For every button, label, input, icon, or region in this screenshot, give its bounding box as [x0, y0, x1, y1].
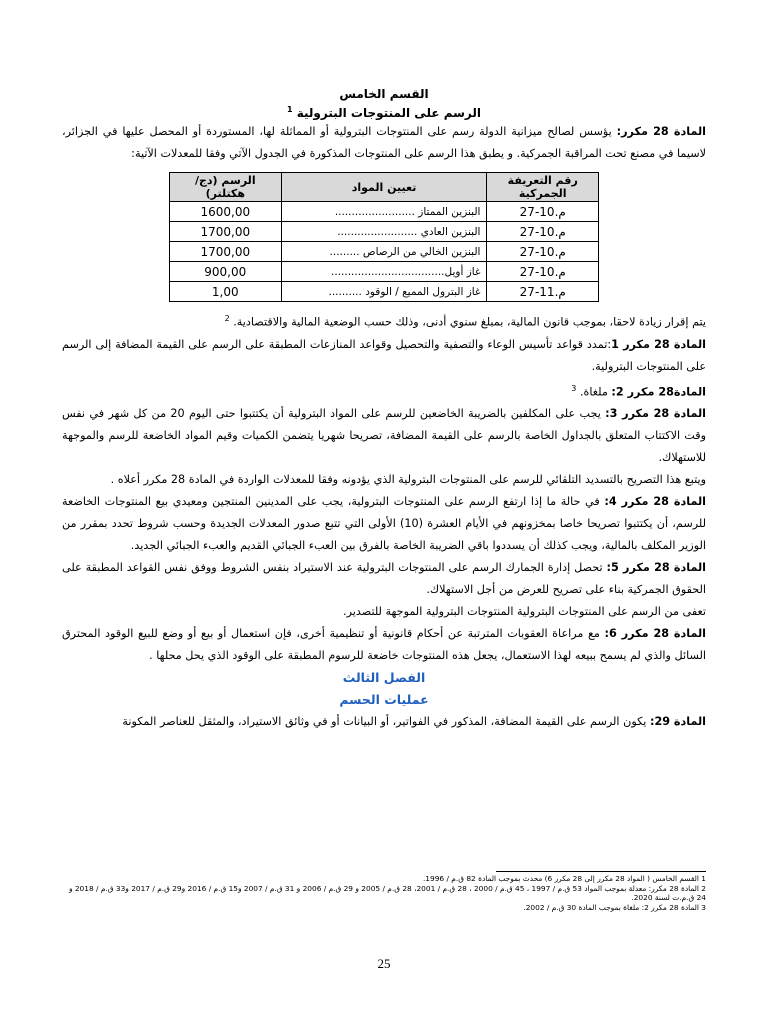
article-28bis5 — [62, 557, 706, 601]
product-name: غاز أويل.................................. — [281, 262, 487, 282]
article-text: في حالة ما إذا ارتفع الرسم على المنتوجات البترولية، يجب على المدينين المنتجين ومعيدي بيع المنتوجات الخاضعة للرسم، أن يكتتبوا تصريحا خاصا بمخزونهم في الأيام العشرة (10) الأولى التي تتبع صدور المعدلات الجديدة وحسب شروط تحدد بمقرر من الوزير المكلف بالمالية، ويجب كذلك أن يسددوا باقي الضريبة الخاصة بالفرق بين العبء الجبائي القديم والعبء الجبائي الجديد. — [62, 495, 706, 553]
article-heading: المادة28 مكرر 2: — [611, 385, 706, 399]
footnote-ref: 1 — [286, 105, 293, 114]
table-header-row — [170, 173, 599, 202]
article-28bis3-continuation: ويتبع هذا التصريح بالتسديد التلقائي للرسم على المنتوجات البترولية الذي يؤدونه وفقا للمعدلات الواردة في المادة 28 مكرر أعلاه . — [110, 473, 706, 487]
article-28bis1 — [62, 334, 706, 378]
article-heading: المادة 28 مكرر: — [616, 125, 706, 138]
table-row — [170, 282, 599, 302]
section-subtitle — [62, 102, 706, 121]
article-heading: المادة 28 مكرر 4: — [604, 495, 706, 509]
product-name: البنزين العادي ........................ — [281, 222, 487, 242]
note-text: يتم إقرار زيادة لاحقا، بموجب قانون المالية، بمبلغ سنوي أدنى، وذلك حسب الوضعية المالية والاقتصادية. — [233, 315, 706, 329]
article-text: يجب على المكلفين بالضريبة الخاضعين للرسم على المواد البترولية أن يكتتبوا حتى اليوم 20 من كل شهر في نفس وقت الاكتتاب المتعلق بالجداول الخاصة بالرسم على القيمة المضافة، تصريحا شهريا يتضمن الكميات وقيم المواد الخاضعة للرسم والموجهة للاستهلاك. — [62, 407, 706, 465]
article-text: يؤسس لصالح ميزانية الدولة رسم على المنتوجات البترولية أو المماثلة لها، المستوردة أو المحصل عليها في الجزائر، لاسيما في مصنع تحت المراقبة الجمركية. و يطبق هذا الرسم على المنتوجات المذكورة في الجدول الآتي وفقا للمعدلات الآتية: — [62, 125, 706, 160]
product-name: غاز البترول المميع / الوقود .......... — [281, 282, 487, 302]
article-text: تحصل إدارة الجمارك الرسم على المنتوجات البترولية عند الاستيراد بنفس الشروط ووفق نفس القواعد المطبقة على الحقوق الجمركية بناء على تصريح للعرض من أجل الاستهلاك. — [62, 561, 706, 597]
article-28bis3 — [62, 403, 706, 469]
article-28bis2 — [62, 378, 706, 404]
article-text: يكون الرسم على القيمة المضافة، المذكور في الفواتير، أو البيانات أو في وثائق الاستيراد، والمثقل للعناصر المكونة — [122, 715, 650, 729]
footnote-ref: 3 — [571, 383, 577, 393]
footnote: 2 المادة 28 مكرر: معدلة بموجب المواد 53 ق.م / 1997 ، 45 ق.م / 2000 ، 28 ق.م / 2001، 28 ق.م / 2005 و 29 ق.م / 2006 و 31 ق.م / 2007 و15 ق.م / 2016 و29 ق.م / 2017 و33 ق.م / 2018 و 24 ق.م.ت لسنة 2020. — [68, 883, 706, 902]
article-heading: المادة 28 مكرر 3: — [605, 407, 706, 421]
article-text: :تمدد قواعد تأسيس الوعاء والتصفية والتحصيل وقواعد المنازعات المطبقة على الرسم على القيمة المضافة إلى الرسم على المنتوجات البترولية. — [62, 337, 706, 373]
article-heading: المادة 28 مكرر 6: — [604, 627, 707, 641]
tax-rate: 1700,00 — [170, 242, 282, 262]
tariff-code: م.10-27 — [487, 222, 599, 242]
table-row — [170, 202, 599, 222]
product-name: البنزين الخالي من الرصاص ......... — [281, 242, 487, 262]
article-28bis4 — [62, 491, 706, 557]
chapter-title: الفصل الثالث — [342, 670, 426, 686]
tariff-code: م.10-27 — [487, 242, 599, 262]
product-name: البنزين الممتاز ........................ — [281, 202, 487, 222]
article-28bis6 — [62, 623, 706, 667]
column-header-code: رقم التعريفة الجمركية — [487, 173, 599, 202]
column-header-product: تعيين المواد — [281, 173, 487, 202]
article-29 — [62, 711, 706, 733]
article-heading: المادة 28 مكرر 5: — [606, 561, 706, 575]
tax-rate: 1600,00 — [170, 202, 282, 222]
footnote-separator — [496, 871, 706, 872]
tariff-code: م.10-27 — [487, 262, 599, 282]
footnote: 1 القسم الخامس ( المواد 28 مكرر إلى 28 مكرر 6) محدث بموجب المادة 82 ق.م / 1996. — [422, 874, 706, 883]
article-heading: المادة 29: — [649, 715, 706, 729]
chapter-subtitle: عمليات الحسم — [339, 692, 429, 708]
footnote-ref: 2 — [224, 314, 230, 323]
table-row — [170, 242, 599, 262]
table-row — [170, 222, 599, 242]
column-header-rate: الرسم (دج/هكتلتر) — [170, 173, 282, 202]
article-28bis5-continuation: تعفى من الرسم على المنتوجات البترولية المنتوجات البترولية الموجهة للتصدير. — [343, 605, 706, 619]
footnote: 3 المادة 28 مكرر 2: ملغاة بموجب المادة 30 ق.م / 2002. — [523, 902, 706, 912]
section-title: القسم الخامس — [339, 87, 429, 101]
document-page — [62, 86, 706, 733]
article-text: مع مراعاة العقوبات المترتبة عن أحكام قانونية أو تنظيمية أخرى، فإن استعمال أو بيع أو وضع للبيع الوقود المحترق السائل والذي لم يسمح ببيعه لهذا الاستعمال، يجعل هذه المنتوجات خاضعة للرسوم المطبقة على الوقود الذي يحل محلها . — [62, 627, 706, 663]
tax-rate: 900,00 — [170, 262, 282, 282]
table-row — [170, 262, 599, 282]
article-heading: المادة 28 مكرر 1 — [611, 337, 706, 351]
page-number: 25 — [377, 956, 391, 971]
tax-rate: 1,00 — [170, 282, 282, 302]
section-subtitle-text: الرسم على المنتوجات البترولية — [296, 106, 482, 120]
tariff-table — [169, 172, 599, 302]
tariff-code: م.10-27 — [487, 202, 599, 222]
footnotes — [62, 874, 706, 912]
note-after-table — [62, 308, 706, 334]
tax-rate: 1700,00 — [170, 222, 282, 242]
article-28bis — [62, 121, 706, 165]
article-text: ملغاة. — [579, 385, 612, 399]
tariff-code: م.11-27 — [487, 282, 599, 302]
